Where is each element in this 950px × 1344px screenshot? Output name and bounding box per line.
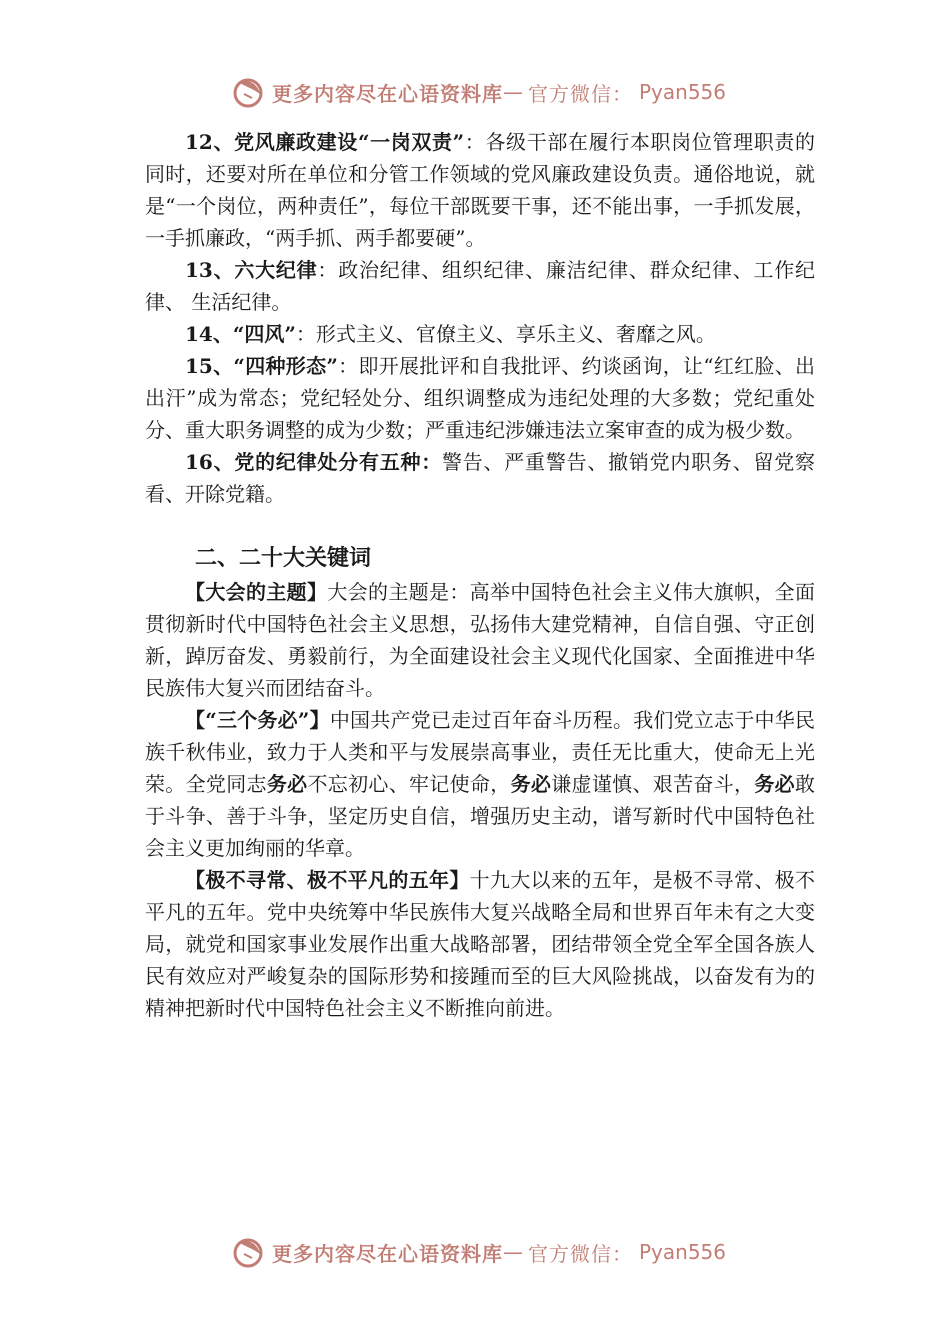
must-keyword: 务必 [754,772,795,796]
item-sep: ： [337,354,359,378]
three-musts-text: 敢于斗争、善于斗争，坚定历史自信，增强历史主动，谱写新时代中国特色社会主义更加绚丽的华章。 [145,772,815,860]
leaf-circle-logo-icon [230,1234,266,1270]
item-sep: ： [317,258,339,282]
item-12 [145,126,815,254]
document-body [145,126,815,1024]
banner-wechat-id: Pyan556 [639,80,727,104]
item-term: 14、“四风” [185,322,296,346]
banner-brand: 更多内容尽在心语资料库 [272,1241,503,1266]
item-text: 形式主义、官僚主义、享乐主义、奢靡之风。 [315,322,716,346]
leaf-circle-logo-icon [230,74,266,110]
item-sep: ： [295,322,316,346]
three-musts-paragraph [145,704,815,864]
theme-term: 【大会的主题】 [185,580,328,604]
item-term: 12、党风廉政建设“一岗双责” [185,130,465,154]
item-16 [145,446,815,510]
item-15 [145,350,815,446]
banner-wechat-id: Pyan556 [639,1240,727,1264]
footer-banner [230,1232,750,1272]
item-text: 即开展批评和自我批评、约谈函询，让“红红脸、出出汗”成为常态；党纪轻处分、组织调整成为违纪处理的大多数；党纪重处分、重大职务调整的成为少数；严重违纪涉嫌违法立案审查的成为极少数。 [145,354,815,442]
item-term: 16、党的纪律处分有五种： [185,450,442,474]
three-musts-term: 【“三个务必”】 [185,708,330,732]
item-term: 15、“四种形态” [185,354,338,378]
banner-wechat-label: 官方微信： [528,1241,633,1266]
three-musts-text: 谦虚谨慎、艰苦奋斗， [551,772,755,796]
item-term: 13、六大纪律 [185,258,318,282]
theme-text: 大会的主题是：高举中国特色社会主义伟大旗帜，全面贯彻新时代中国特色社会主义思想，弘扬伟大建党精神，自信自强、守正创新，踔厉奋发、勇毅前行，为全面建设社会主义现代化国家、全面推进中华民族伟大复兴而团结奋斗。 [145,580,816,700]
banner-brand: 更多内容尽在心语资料库 [272,81,503,106]
item-text: 各级干部在履行本职岗位管理职责的同时，还要对所在单位和分管工作领域的党风廉政建设负责。通俗地说，就是“一个岗位，两种责任”，每位干部既要干事，还不能出事，一手抓发展，一手抓廉政，“两手抓、两手都要硬”。 [145,130,815,250]
item-14 [145,318,815,350]
section-spacer [145,510,815,542]
banner-dash: — [503,1240,524,1264]
section-title: 二、二十大关键词 [195,546,372,571]
five-years-text: 十九大以来的五年，是极不寻常、极不平凡的五年。党中央统筹中华民族伟大复兴战略全局和世界百年未有之大变局，就党和国家事业发展作出重大战略部署，团结带领全党全军全国各族人民有效应对严峻复杂的国际形势和接踵而至的巨大风险挑战，以奋发有为的精神把新时代中国特色社会主义不断推向前进。 [145,868,816,1020]
five-years-paragraph [145,864,815,1024]
banner-dash: — [503,80,524,104]
must-keyword: 务必 [266,772,308,796]
item-text: 警告、严重警告、撤销党内职务、留党察看、开除党籍。 [145,450,815,506]
theme-paragraph [145,576,815,704]
item-sep: ： [464,130,486,154]
five-years-term: 【极不寻常、极不平凡的五年】 [185,868,470,892]
banner-wechat-label: 官方微信： [528,81,633,106]
three-musts-text: 不忘初心、牢记使命， [307,772,511,796]
three-musts-text: 中国共产党已走过百年奋斗历程。我们党立志于中华民族千秋伟业，致力于人类和平与发展崇高事业，责任无比重大，使命无上光荣。全党同志 [145,708,815,796]
header-banner [230,72,750,112]
item-13 [145,254,815,318]
item-text: 政治纪律、组织纪律、廉洁纪律、群众纪律、工作纪律、 生活纪律。 [145,258,815,314]
must-keyword: 务必 [510,772,552,796]
